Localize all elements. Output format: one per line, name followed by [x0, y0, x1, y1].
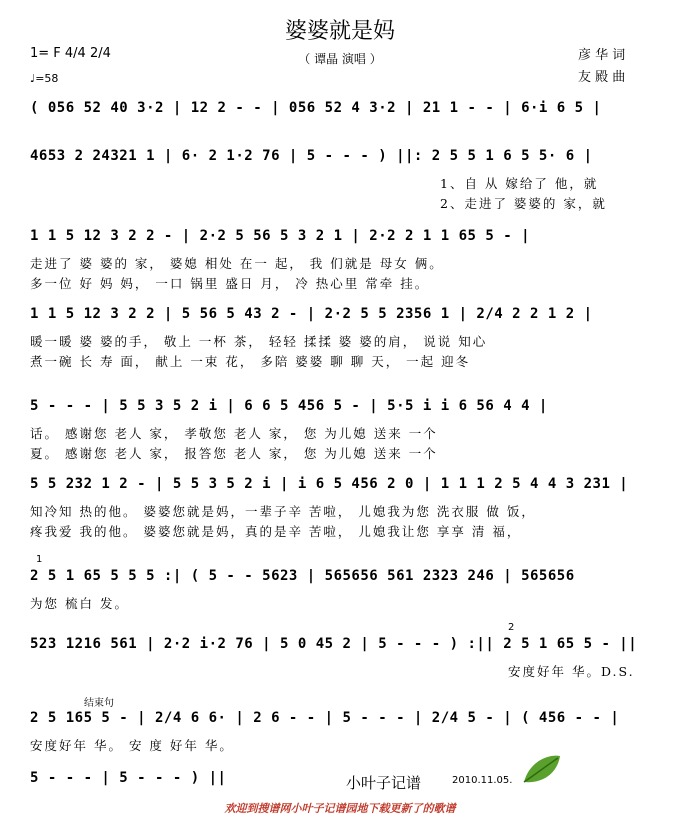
- key-signature: 1= F 4/4 2/4: [30, 46, 111, 61]
- lyric-line: 为您 梳白 发。: [30, 596, 129, 611]
- volta-bracket: 1: [36, 554, 43, 565]
- lyric-line: 多一位 好 妈 妈， 一口 锅里 盛日 月， 冷 热心里 常牵 挂。: [30, 276, 430, 291]
- notation-row: ( 056 52 40 3·2 | 12 2 - - | 056 52 4 3·2 | 21 1 - - | 6·i 6 5 |: [30, 100, 602, 116]
- notation-row: 5 - - - | 5 5 3 5 2 i | 6 6 5 456 5 - | 5·5 i i 6 56 4 4 |: [30, 398, 548, 414]
- lyric-line: 知冷知 热的他。 婆婆您就是妈，一辈子辛 苦啦， 儿媳我为您 洗衣服 做 饭，: [30, 504, 536, 519]
- lyric-line: 安度好年 华。 安 度 好年 华。: [30, 738, 234, 753]
- notation-row: 5 - - - | 5 - - - ) ||: [30, 770, 227, 786]
- lyric-line: 话。 感谢您 老人 家， 孝敬您 老人 家， 您 为儿媳 送来 一个: [30, 426, 438, 441]
- singer-credit: （ 谭晶 演唱 ）: [298, 52, 382, 66]
- lyric-line: 1、自 从 嫁给了 他，就: [440, 176, 599, 191]
- transcriber-stamp: 小叶子记谱: [346, 774, 422, 792]
- ending-label: 结束句: [84, 698, 114, 709]
- lyric-line: 煮一碗 长 寿 面， 献上 一束 花， 多陪 婆婆 聊 聊 天， 一起 迎冬: [30, 354, 471, 369]
- lyric-line: 2、走进了 婆婆的 家，就: [440, 196, 607, 211]
- volta-bracket: 2: [508, 622, 515, 633]
- lyric-line: 暖一暖 婆 婆的手， 敬上 一杯 茶， 轻轻 揉揉 婆 婆的肩， 说说 知心: [30, 334, 488, 349]
- notation-row: 2 5 165 5 - | 2/4 6 6· | 2 6 - - | 5 - - - | 2/4 5 - | ( 456 - - |: [30, 710, 620, 726]
- lyricist-credit: 彦 华 词: [578, 48, 626, 63]
- transcription-date: 2010.11.05.: [452, 775, 513, 786]
- lyric-line: 走进了 婆 婆的 家， 婆媳 相处 在一 起， 我 们就是 母女 俩。: [30, 256, 444, 271]
- lyric-line: 夏。 感谢您 老人 家， 报答您 老人 家， 您 为儿媳 送来 一个: [30, 446, 438, 461]
- song-title: 婆婆就是妈: [284, 19, 395, 44]
- notation-row: 4653 2 24321 1 | 6· 2 1·2 76 | 5 - - - ) ||: 2 5 5 1 6 5 5· 6 |: [30, 148, 593, 164]
- composer-credit: 友 殿 曲: [578, 70, 626, 85]
- leaf-icon: [520, 752, 564, 792]
- notation-row: 523 1216 561 | 2·2 i·2 76 | 5 0 45 2 | 5 - - - ) :|| 2 5 1 65 5 - ||: [30, 636, 638, 652]
- notation-row: 5 5 232 1 2 - | 5 5 3 5 2 i | i 6 5 456 2 0 | 1 1 1 2 5 4 4 3 231 |: [30, 476, 629, 492]
- notation-row: 1 1 5 12 3 2 2 | 5 56 5 43 2 - | 2·2 5 5 2356 1 | 2/4 2 2 1 2 |: [30, 306, 593, 322]
- notation-row: 1 1 5 12 3 2 2 - | 2·2 5 56 5 3 2 1 | 2·2 2 1 1 65 5 - |: [30, 228, 531, 244]
- download-banner: 欢迎到搜谱网小叶子记谱园地下载更新了的歌谱: [224, 802, 456, 815]
- notation-row: 2 5 1 65 5 5 5 :| ( 5 - - 5623 | 565656 561 2323 246 | 565656: [30, 568, 575, 584]
- lyric-line: 疼我爱 我的他。 婆婆您就是妈，真的是辛 苦啦， 儿媳我让您 享享 清 福，: [30, 524, 522, 539]
- lyric-line: 安度好年 华。D.S.: [508, 664, 635, 679]
- tempo-mark: ♩=58: [30, 72, 59, 85]
